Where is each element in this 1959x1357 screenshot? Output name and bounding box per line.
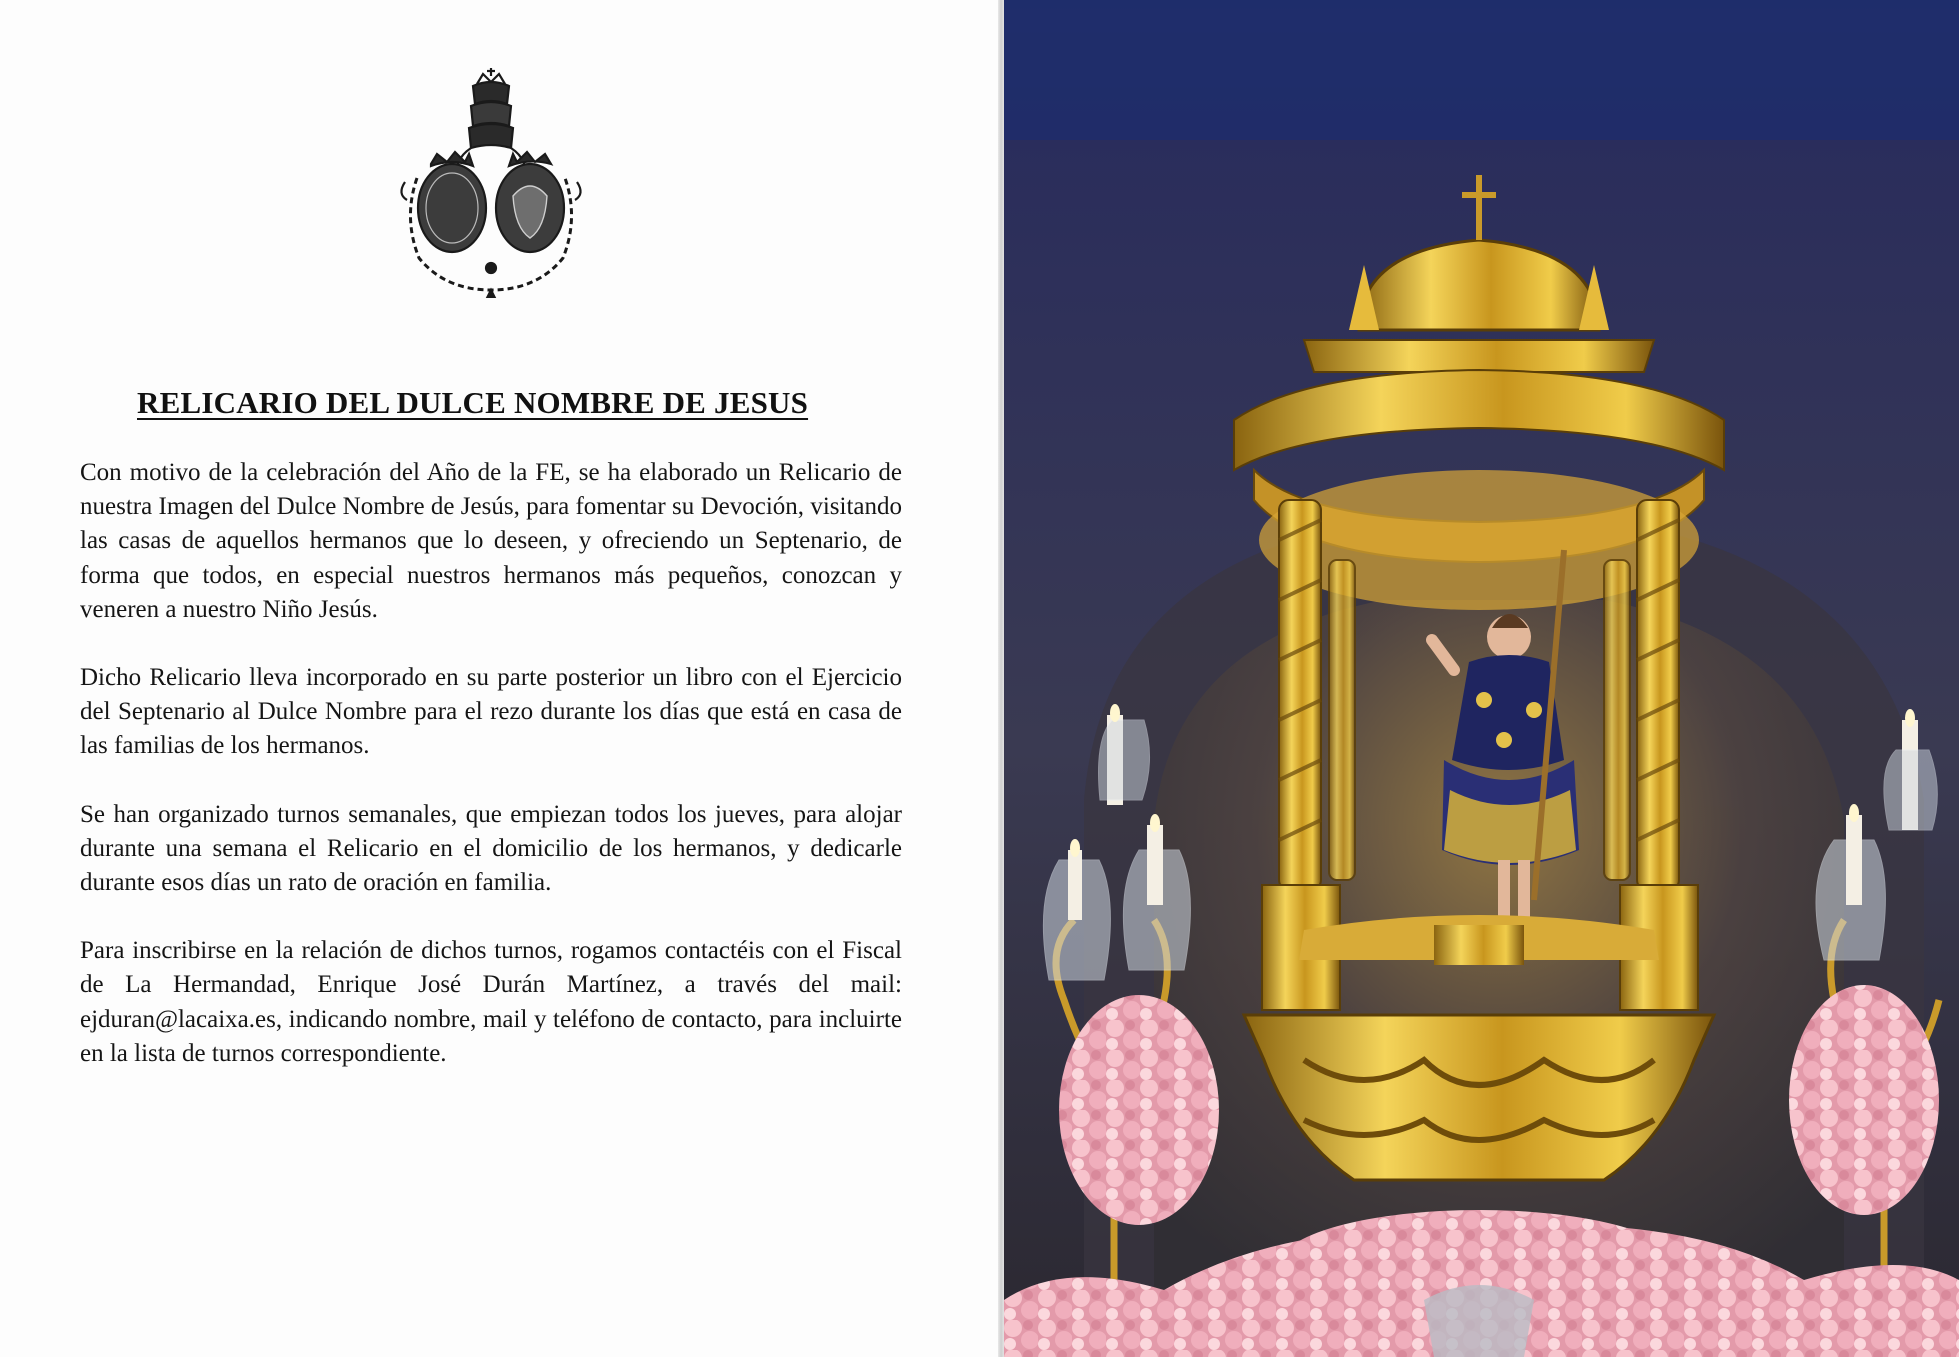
brotherhood-crest-icon xyxy=(395,68,587,298)
procession-photo xyxy=(1004,0,1959,1357)
document-title: RELICARIO DEL DULCE NOMBRE DE JESUS xyxy=(137,385,809,420)
document-body xyxy=(80,456,902,1105)
paragraph: Dicho Relicario lleva incorporado en su parte posterior un libro con el Ejercicio del Septenario al Dulce Nombre para el rezo durante los días que está en casa de las familias de los hermanos. xyxy=(80,664,902,760)
paragraph: Se han organizado turnos semanales, que empiezan todos los jueves, para alojar durante una semana el Relicario en el domicilio de los hermanos, y dedicarle durante esos días un rato de oración en familia. xyxy=(80,800,902,897)
paragraph: Para inscribirse en la relación de dichos turnos, rogamos contactéis con el Fiscal de La Hermandad, Enrique José Durán Martínez, a través del mail: ejduran@lacaixa.es, indicando nombre, mail y teléfono de contacto, para incluirte en la lista de turnos correspondiente. xyxy=(80,937,902,1067)
paragraph: Con motivo de la celebración del Año de la FE, se ha elaborado un Relicario de nuestra Imagen del Dulce Nombre de Jesús, para fomentar su Devoción, visitando las casas de aquellos hermanos que lo deseen, y ofreciendo un Septenario, de forma que todos, en especial nuestros hermanos más pequeños, conozcan y veneren a nuestro Niño Jesús. xyxy=(80,459,902,623)
